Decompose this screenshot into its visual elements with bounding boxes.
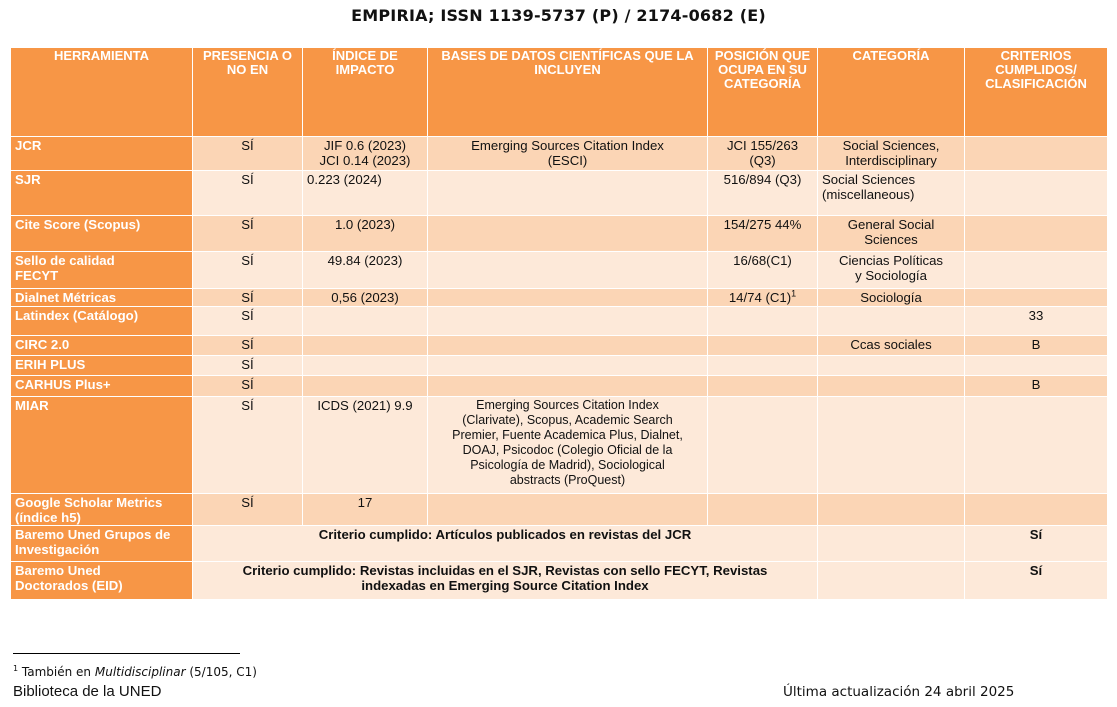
position-cell — [708, 307, 818, 336]
databases-cell — [428, 171, 708, 216]
criteria-cell: 33 — [965, 307, 1108, 336]
criteria-cell — [965, 289, 1108, 307]
impact-cell: ICDS (2021) 9.9 — [303, 397, 428, 494]
tool-name: Cite Score (Scopus) — [11, 216, 193, 252]
position-cell: 16/68(C1) — [708, 252, 818, 289]
tool-name: Google Scholar Metrics (índice h5) — [11, 494, 193, 526]
table-row — [11, 216, 1108, 252]
criteria-cell — [965, 494, 1108, 526]
table-row — [11, 526, 1108, 562]
table-row — [11, 307, 1108, 336]
tool-name: Baremo Uned Grupos de Investigación — [11, 526, 193, 562]
table-row — [11, 562, 1108, 600]
tool-name: JCR — [11, 137, 193, 171]
table-header-row — [11, 48, 1108, 137]
position-cell — [708, 289, 818, 307]
table-row — [11, 376, 1108, 397]
databases-cell — [428, 336, 708, 356]
footnote-reference: 1 — [791, 288, 797, 299]
impact-cell: 0,56 (2023) — [303, 289, 428, 307]
criteria-cell: Sí — [965, 526, 1108, 562]
presence-cell: SÍ — [193, 216, 303, 252]
criteria-cell: B — [965, 336, 1108, 356]
table-row — [11, 336, 1108, 356]
position-cell — [708, 356, 818, 376]
footnote-mark: 1 — [13, 664, 19, 673]
tool-name: ERIH PLUS — [11, 356, 193, 376]
position-cell — [708, 376, 818, 397]
header-posicion: POSICIÓN QUE OCUPA EN SU CATEGORÍA — [708, 48, 818, 137]
databases-cell — [428, 307, 708, 336]
footnote-divider — [13, 653, 240, 654]
category-cell — [818, 562, 965, 600]
databases-cell — [428, 494, 708, 526]
criteria-cell: B — [965, 376, 1108, 397]
presence-cell: SÍ — [193, 336, 303, 356]
category-cell: Sociología — [818, 289, 965, 307]
criteria-cell — [965, 216, 1108, 252]
presence-cell: SÍ — [193, 252, 303, 289]
footnote-suffix: (5/105, C1) — [185, 665, 257, 679]
position-cell: 516/894 (Q3) — [708, 171, 818, 216]
footer-library: Biblioteca de la UNED — [13, 683, 162, 700]
criteria-cell — [965, 356, 1108, 376]
impact-cell — [303, 356, 428, 376]
header-bases-datos: BASES DE DATOS CIENTÍFICAS QUE LA INCLUYEN — [428, 48, 708, 137]
criterion-text: Criterio cumplido: Revistas incluidas en el SJR, Revistas con sello FECYT, Revistas indexadas en Emerging Source Citation Index — [193, 562, 818, 600]
category-cell: Social Sciences, Interdisciplinary — [818, 137, 965, 171]
tool-name: Sello de calidad FECYT — [11, 252, 193, 289]
position-cell — [708, 494, 818, 526]
impact-cell: 49.84 (2023) — [303, 252, 428, 289]
footnote-italic: Multidisciplinar — [94, 665, 186, 679]
category-cell: Ciencias Políticas y Sociología — [818, 252, 965, 289]
databases-cell — [428, 289, 708, 307]
databases-cell: Emerging Sources Citation Index (ESCI) — [428, 137, 708, 171]
document-title: EMPIRIA; ISSN 1139-5737 (P) / 2174-0682 (E) — [351, 6, 766, 25]
presence-cell: SÍ — [193, 171, 303, 216]
category-cell — [818, 376, 965, 397]
criteria-cell — [965, 171, 1108, 216]
tool-name: SJR — [11, 171, 193, 216]
header-categoria: CATEGORÍA — [818, 48, 965, 137]
presence-cell: SÍ — [193, 397, 303, 494]
header-presencia: PRESENCIA O NO EN — [193, 48, 303, 137]
footnote-prefix: También en — [18, 665, 95, 679]
category-cell: General Social Sciences — [818, 216, 965, 252]
category-cell — [818, 397, 965, 494]
tool-name: Latindex (Catálogo) — [11, 307, 193, 336]
position-cell: JCI 155/263 (Q3) — [708, 137, 818, 171]
position-cell — [708, 397, 818, 494]
footer-updated: Última actualización 24 abril 2025 — [783, 684, 1015, 700]
table-row — [11, 137, 1108, 171]
presence-cell: SÍ — [193, 376, 303, 397]
presence-cell: SÍ — [193, 289, 303, 307]
databases-cell — [428, 376, 708, 397]
criteria-cell: Sí — [965, 562, 1108, 600]
header-herramienta: HERRAMIENTA — [11, 48, 193, 137]
position-cell — [708, 336, 818, 356]
position-cell: 154/275 44% — [708, 216, 818, 252]
table-row — [11, 289, 1108, 307]
footnote — [13, 664, 257, 679]
presence-cell: SÍ — [193, 356, 303, 376]
metrics-table — [10, 47, 1108, 600]
tool-name: Dialnet Métricas — [11, 289, 193, 307]
table-row — [11, 356, 1108, 376]
databases-cell: Emerging Sources Citation Index (Clarivate), Scopus, Academic Search Premier, Fuente Academica Plus, Dialnet, DOAJ, Psicodoc (Colegio Oficial de la Psicología de Madrid), Sociological abstracts (ProQuest) — [428, 397, 708, 494]
tool-name: CIRC 2.0 — [11, 336, 193, 356]
tool-name: MIAR — [11, 397, 193, 494]
position-value: 14/74 (C1) — [728, 290, 792, 305]
criteria-cell — [965, 137, 1108, 171]
impact-cell: 0.223 (2024) — [303, 171, 428, 216]
table-row — [11, 252, 1108, 289]
table-row — [11, 397, 1108, 494]
presence-cell: SÍ — [193, 137, 303, 171]
databases-cell — [428, 356, 708, 376]
presence-cell: SÍ — [193, 494, 303, 526]
tool-name: Baremo Uned Doctorados (EID) — [11, 562, 193, 600]
criteria-cell — [965, 252, 1108, 289]
table-row — [11, 494, 1108, 526]
impact-cell: JIF 0.6 (2023) JCI 0.14 (2023) — [303, 137, 428, 171]
impact-cell — [303, 307, 428, 336]
databases-cell — [428, 252, 708, 289]
category-cell — [818, 494, 965, 526]
category-cell — [818, 356, 965, 376]
category-cell: Ccas sociales — [818, 336, 965, 356]
criterion-text: Criterio cumplido: Artículos publicados en revistas del JCR — [193, 526, 818, 562]
criteria-cell — [965, 397, 1108, 494]
category-cell — [818, 307, 965, 336]
tool-name: CARHUS Plus+ — [11, 376, 193, 397]
header-indice-impacto: ÍNDICE DE IMPACTO — [303, 48, 428, 137]
header-criterios: CRITERIOS CUMPLIDOS/ CLASIFICACIÓN — [965, 48, 1108, 137]
impact-cell: 1.0 (2023) — [303, 216, 428, 252]
impact-cell: 17 — [303, 494, 428, 526]
category-cell: Social Sciences (miscellaneous) — [818, 171, 965, 216]
category-cell — [818, 526, 965, 562]
presence-cell: SÍ — [193, 307, 303, 336]
impact-cell — [303, 336, 428, 356]
databases-cell — [428, 216, 708, 252]
impact-cell — [303, 376, 428, 397]
table-row — [11, 171, 1108, 216]
